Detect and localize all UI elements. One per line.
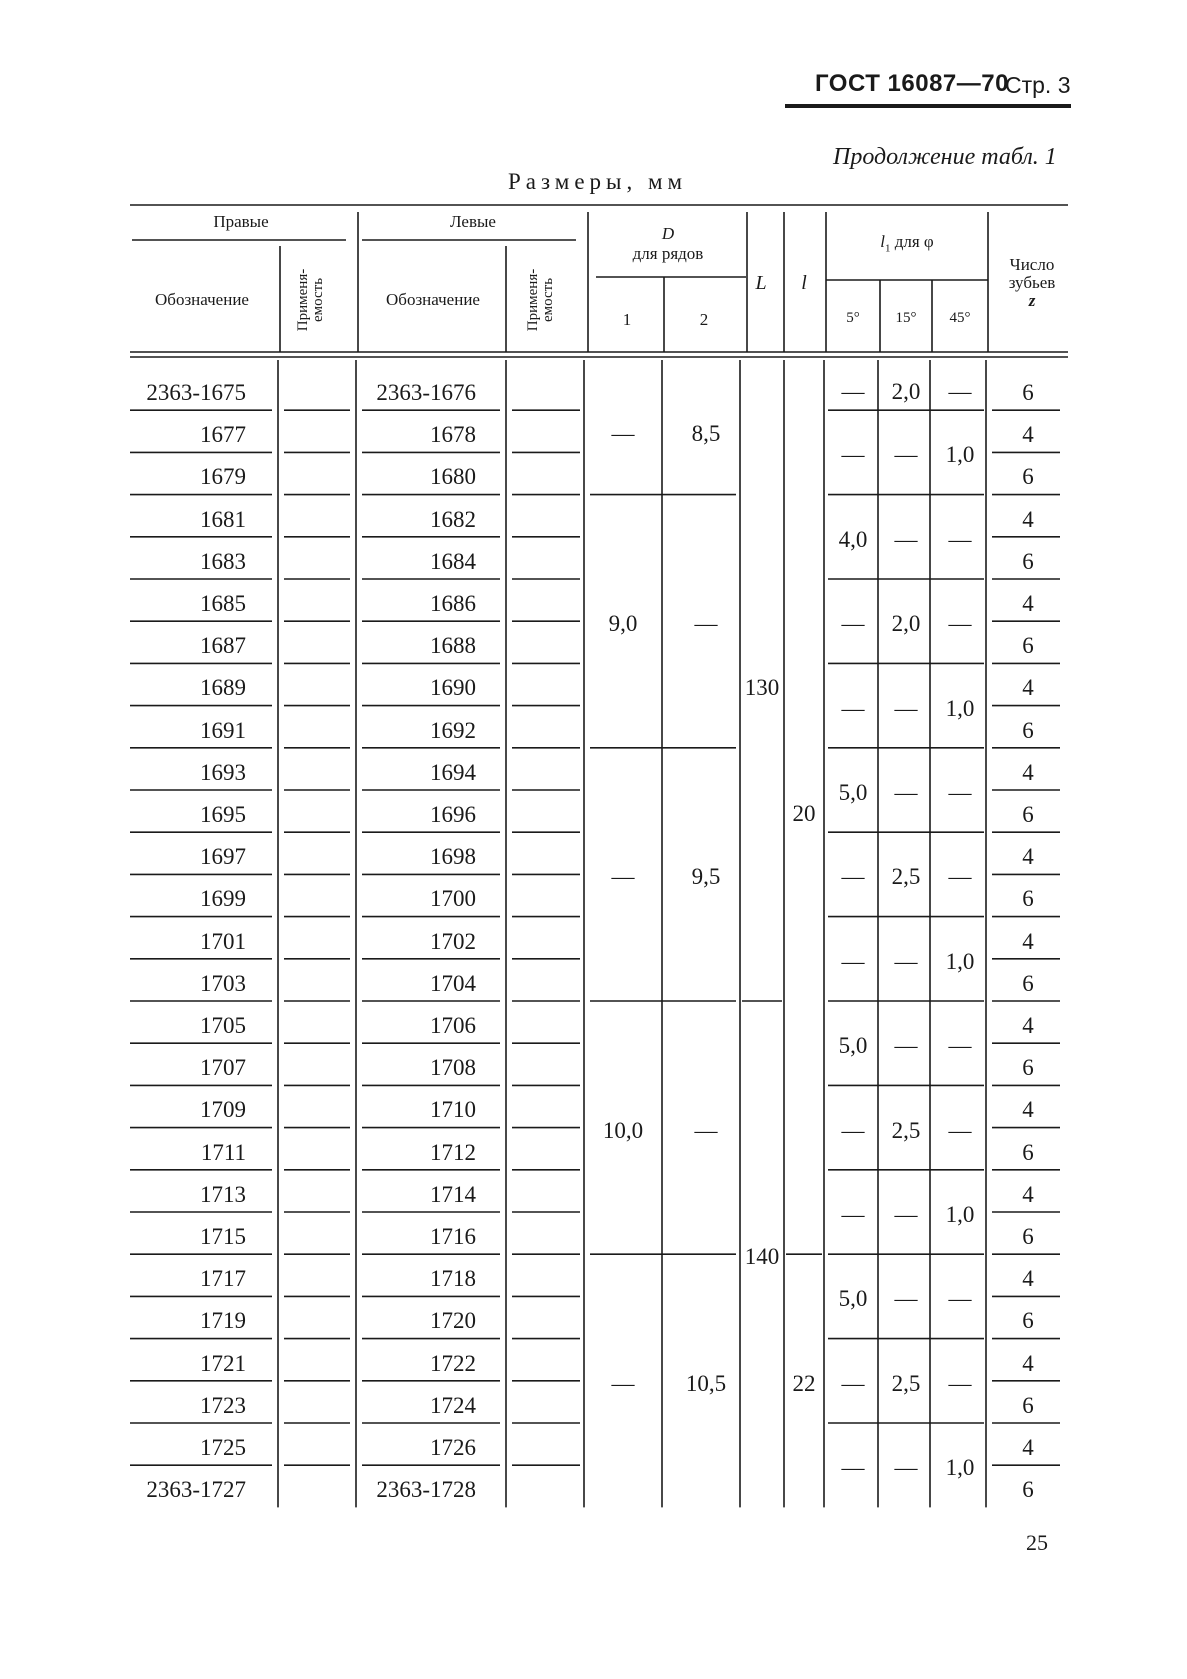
header-right-group: Правые [213,212,269,231]
l1-angle-cell: — [841,695,865,721]
teeth-cell: 6 [1022,464,1034,490]
header-series-1: 1 [622,310,632,329]
l1-angle-cell: — [894,695,918,721]
teeth-cell: 4 [1022,506,1034,532]
l1-angle-cell: — [841,1455,865,1481]
l1-angle-cell: 2,0 [891,611,921,637]
right-code-cell: 1691 [200,717,246,743]
l1-angle-cell: — [948,526,972,552]
l1-angle-cell: — [894,1033,918,1059]
l1-angle-cell: — [841,611,865,637]
header-series-2: 2 [699,310,709,329]
document-title: ГОСТ 16087—70 [815,70,1009,97]
teeth-cell: 4 [1022,1266,1034,1292]
header-l: l [801,272,807,294]
left-code-cell: 1678 [430,422,476,448]
left-code-cell: 1720 [430,1308,476,1334]
left-code-cell: 1718 [430,1266,476,1292]
teeth-cell: 6 [1022,1139,1034,1165]
length-L-cell: 140 [744,1244,780,1270]
left-code-cell: 1696 [430,802,476,827]
teeth-cell: 6 [1022,548,1034,574]
teeth-cell: 4 [1022,422,1034,448]
l1-angle-cell: — [841,864,865,890]
l1-angle-cell: — [948,1117,972,1143]
left-code-cell: 1690 [430,675,476,701]
right-code-cell: 1705 [200,1013,246,1038]
left-code-cell: 1710 [430,1097,476,1123]
header-angle-45: 45° [949,310,971,326]
l1-angle-cell: — [894,1286,918,1312]
table-continuation-caption: Продолжение табл. 1 [833,144,1057,170]
d-series-2-cell: — [694,611,718,637]
right-code-cell: 1703 [200,970,246,996]
d-series-2-cell: 9,5 [691,864,721,890]
l1-angle-cell: — [948,379,972,405]
l1-angle-cell: — [948,864,972,890]
header-right-applicability: Применя- емость [295,268,326,332]
header-right-designation: Обозначение [155,290,249,309]
l1-angle-cell: — [948,1286,972,1312]
right-code-cell: 1717 [200,1266,246,1292]
teeth-cell: 4 [1022,1435,1034,1460]
left-code-cell: 2363-1728 [376,1477,476,1503]
l1-angle-cell: 2,5 [891,1117,921,1143]
l1-angle-cell: — [841,1202,865,1227]
l1-angle-cell: — [894,1455,918,1481]
length-L-cell: 130 [744,674,780,700]
left-code-cell: 1724 [430,1392,476,1418]
right-code-cell: 1685 [200,591,246,616]
l1-angle-cell: 2,5 [891,864,921,890]
left-code-cell: 1680 [430,464,476,490]
page-label: Стр. 3 [1005,72,1071,98]
teeth-cell: 6 [1022,1308,1034,1334]
right-code-cell: 1679 [200,464,246,490]
l1-angle-cell: — [948,611,972,637]
l1-angle-cell: — [894,442,918,468]
l1-angle-cell: 5,0 [838,780,868,805]
teeth-cell: 4 [1022,759,1034,785]
l1-angle-cell: 1,0 [945,1202,975,1227]
left-code-cell: 1688 [430,633,476,659]
l1-angle-cell: 2,5 [891,1370,921,1396]
teeth-cell: 6 [1022,1392,1034,1418]
left-code-cell: 1716 [430,1224,476,1249]
l1-angle-cell: — [948,780,972,805]
right-code-cell: 1725 [200,1435,246,1460]
d-series-1-cell: — [611,1370,635,1396]
d-series-1-cell: — [611,864,635,890]
header-L: L [755,272,767,294]
teeth-cell: 6 [1022,970,1034,996]
right-code-cell: 1697 [200,844,246,870]
header-left-applicability: Применя- емость [525,268,556,332]
left-code-cell: 1702 [430,928,476,954]
teeth-cell: 4 [1022,1013,1034,1038]
left-code-cell: 1682 [430,506,476,532]
left-code-cell: 1714 [430,1181,476,1207]
teeth-cell: 6 [1022,802,1034,827]
right-code-cell: 1683 [200,548,246,574]
left-code-cell: 1694 [430,759,476,785]
left-code-cell: 1704 [430,970,476,996]
right-code-cell: 1715 [200,1224,246,1249]
right-code-cell: 1723 [200,1392,246,1418]
l1-angle-cell: — [841,379,865,405]
l1-angle-cell: 5,0 [838,1286,868,1312]
l1-angle-cell: — [948,1033,972,1059]
right-code-cell: 1677 [200,422,246,448]
teeth-cell: 4 [1022,591,1034,616]
left-code-cell: 1726 [430,1435,476,1460]
l1-angle-cell: — [948,1370,972,1396]
l1-angle-cell: 1,0 [945,1455,975,1481]
header-angle-15: 15° [895,310,917,326]
length-l-cell: 20 [792,801,816,827]
teeth-cell: 4 [1022,675,1034,701]
left-code-cell: 1706 [430,1013,476,1038]
l1-angle-cell: 1,0 [945,695,975,721]
right-code-cell: 1681 [200,506,246,532]
teeth-cell: 6 [1022,1224,1034,1249]
header-d-symbol: D [661,224,675,243]
right-code-cell: 1695 [200,802,246,827]
teeth-cell: 6 [1022,1477,1034,1503]
d-series-1-cell: 9,0 [608,611,638,637]
right-code-cell: 1719 [200,1308,246,1334]
teeth-cell: 6 [1022,717,1034,743]
teeth-cell: 6 [1022,886,1034,912]
teeth-cell: 4 [1022,1181,1034,1207]
d-series-2-cell: 8,5 [691,421,721,447]
left-code-cell: 2363-1676 [376,380,476,405]
l1-angle-cell: 2,0 [891,379,921,405]
l1-angle-cell: 1,0 [945,442,975,468]
right-code-cell: 2363-1675 [146,380,246,405]
header-d-group: для рядов [632,244,704,263]
right-code-cell: 1721 [200,1350,246,1376]
left-code-cell: 1686 [430,591,476,616]
length-l-cell: 22 [792,1370,816,1396]
left-code-cell: 1708 [430,1055,476,1081]
l1-angle-cell: — [841,1117,865,1143]
l1-angle-cell: 1,0 [945,948,975,974]
header-teeth: Число зубьев z [1008,255,1056,310]
l1-angle-cell: — [841,442,865,468]
d-series-2-cell: 10,5 [685,1370,727,1396]
header-l1-group: $l_1$ для φ [880,232,934,255]
l1-angle-cell: — [894,948,918,974]
right-code-cell: 1687 [200,633,246,659]
d-series-1-cell: 10,0 [602,1117,644,1143]
l1-angle-cell: — [841,948,865,974]
left-code-cell: 1700 [430,886,476,912]
right-code-cell: 1707 [200,1055,246,1081]
d-series-2-cell: — [694,1117,718,1143]
l1-angle-cell: 5,0 [838,1033,868,1059]
left-code-cell: 1712 [430,1139,476,1165]
l1-angle-cell: — [894,1202,918,1227]
d-series-1-cell: — [611,421,635,447]
left-code-cell: 1684 [430,548,476,574]
header-left-group: Левые [450,212,496,231]
right-code-cell: 1693 [200,759,246,785]
right-code-cell: 1713 [200,1181,246,1207]
teeth-cell: 4 [1022,928,1034,954]
teeth-cell: 6 [1022,1055,1034,1081]
l1-angle-cell: — [894,780,918,805]
right-code-cell: 1709 [200,1097,246,1123]
teeth-cell: 6 [1022,380,1034,405]
teeth-cell: 4 [1022,844,1034,870]
header-angle-5: 5° [846,310,860,326]
right-code-cell: 1711 [200,1139,246,1165]
left-code-cell: 1692 [430,717,476,743]
teeth-cell: 4 [1022,1097,1034,1123]
l1-angle-cell: — [841,1370,865,1396]
left-code-cell: 1722 [430,1350,476,1376]
left-code-cell: 1698 [430,844,476,870]
header-left-designation: Обозначение [386,290,480,309]
teeth-cell: 6 [1022,633,1034,659]
right-code-cell: 1689 [200,675,246,701]
l1-angle-cell: 4,0 [838,526,868,552]
right-code-cell: 1699 [200,886,246,912]
teeth-cell: 4 [1022,1350,1034,1376]
page-number: 25 [1026,1530,1048,1555]
right-code-cell: 2363-1727 [146,1477,246,1503]
l1-angle-cell: — [894,526,918,552]
units-caption: Размеры, мм [508,169,688,194]
right-code-cell: 1701 [200,928,246,954]
